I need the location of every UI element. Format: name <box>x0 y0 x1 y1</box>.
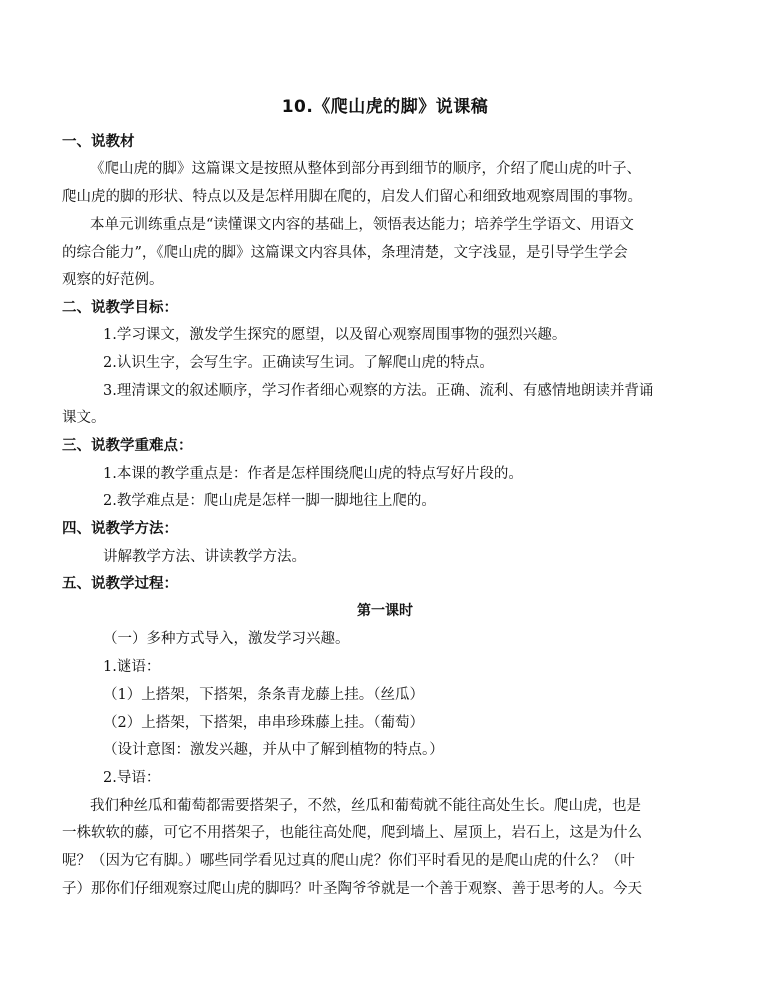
design-intent-line: （设计意图：激发兴趣，并从中了解到植物的特点。） <box>103 742 444 758</box>
objective-item-continued: 课文。 <box>62 410 106 426</box>
paragraph-line: 子）那你们仔细观察过爬山虎的脚吗？叶圣陶爷爷就是一个善于观察、善于思考的人。今天 <box>62 881 642 897</box>
process-line: （一）多种方式导入，激发学习兴趣。 <box>103 631 350 647</box>
paragraph-line: 本单元训练重点是“读懂课文内容的基础上，领悟表达能力；培养学生学语文、用语文 <box>90 217 634 233</box>
section-heading-textbook: 一、说教材 <box>62 134 135 150</box>
paragraph-line: 我们种丝瓜和葡萄都需要搭架子，不然，丝瓜和葡萄就不能往高处生长。爬山虎，也是 <box>90 798 641 814</box>
objective-item: 1.学习课文，激发学生探究的愿望，以及留心观察周围事物的强烈兴趣。 <box>103 327 567 343</box>
paragraph-line: 《爬山虎的脚》这篇课文是按照从整体到部分再到细节的顺序，介绍了爬山虎的叶子、 <box>90 161 641 177</box>
methods-text: 讲解教学方法、讲读教学方法。 <box>103 549 306 565</box>
process-line: 1.谜语： <box>103 659 161 675</box>
objective-item: 2.认识生字，会写生字。正确读写生词。了解爬山虎的特点。 <box>103 355 494 371</box>
document-title: 10.《爬山虎的脚》说课稿 <box>281 97 489 117</box>
paragraph-line: 爬山虎的脚的形状、特点以及是怎样用脚在爬的，启发人们留心和细致地观察周围的事物。 <box>62 189 642 205</box>
paragraph-line: 的综合能力”，《爬山虎的脚》这篇课文内容具体，条理清楚，文字浅显，是引导学生学会 <box>62 245 628 261</box>
riddle-line: （2）上搭架，下搭架，串串珍珠藤上挂。（葡萄） <box>103 715 424 731</box>
paragraph-line: 呢？（因为它有脚。）哪些同学看见过真的爬山虎？你们平时看见的是爬山虎的什么？（叶 <box>62 853 635 869</box>
objective-item: 3.理清课文的叙述顺序，学习作者细心观察的方法。正确、流利、有感情地朗读并背诵 <box>103 383 654 399</box>
section-heading-methods: 四、说教学方法： <box>62 521 178 537</box>
key-point-item: 2.教学难点是：爬山虎是怎样一脚一脚地往上爬的。 <box>103 493 436 509</box>
section-heading-objectives: 二、说教学目标： <box>62 300 178 316</box>
riddle-line: （1）上搭架，下搭架，条条青龙藤上挂。（丝瓜） <box>103 687 424 703</box>
process-line: 2.导语： <box>103 770 161 786</box>
lesson-title: 第一课时 <box>357 603 413 619</box>
key-point-item: 1.本课的教学重点是：作者是怎样围绕爬山虎的特点写好片段的。 <box>103 466 523 482</box>
paragraph-line: 一株软软的藤，可它不用搭架子，也能往高处爬，爬到墙上、屋顶上，岩石上，这是为什么 <box>62 825 642 841</box>
paragraph-line: 观察的好范例。 <box>62 272 164 288</box>
section-heading-key-points: 三、说教学重难点： <box>62 438 193 454</box>
section-heading-process: 五、说教学过程： <box>62 576 178 592</box>
